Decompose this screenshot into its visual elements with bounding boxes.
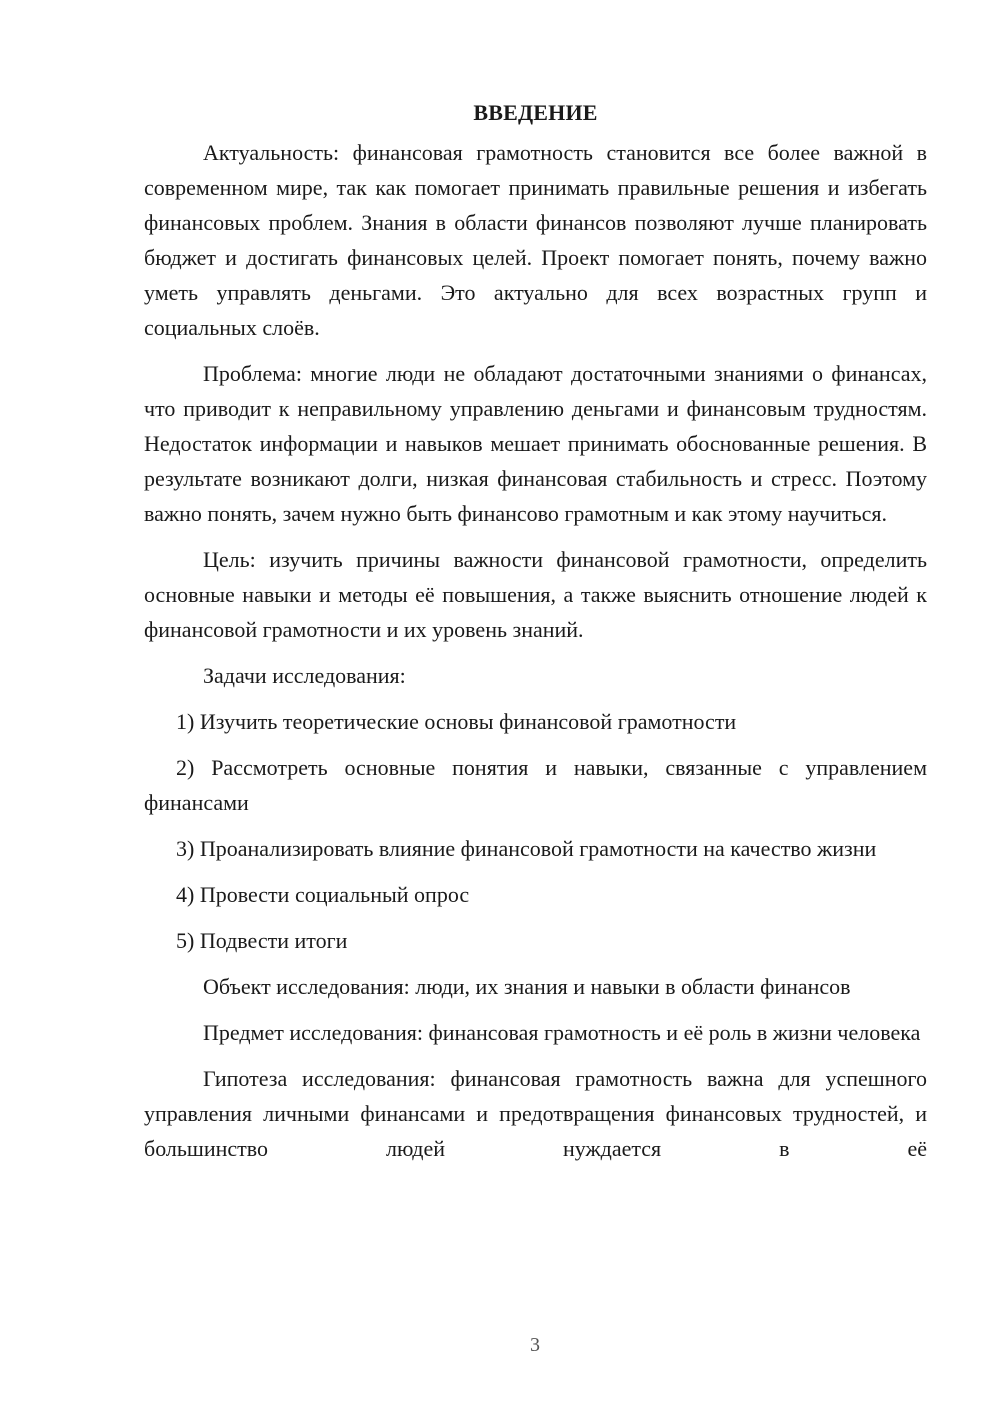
- object-paragraph: Объект исследования: люди, их знания и навыки в области финансов: [203, 974, 851, 999]
- page-number: 3: [530, 1334, 540, 1356]
- problem-paragraph: Проблема: многие люди не обладают достаточными знаниями о финансах, что приводит к неправильному управлению деньгами и финансовым трудностям. Недостаток информации и навыков мешает принимать обоснованные решения. В результате возникают долги, низкая финансовая стабильность и стресс. Поэтому важно понять, зачем нужно быть финансово грамотным и как этому научиться.: [144, 361, 927, 526]
- page-body: [144, 95, 927, 1177]
- goal-paragraph: Цель: изучить причины важности финансовой грамотности, определить основные навыки и методы её повышения, а также выяснить отношение людей к финансовой грамотности и их уровень знаний.: [144, 547, 927, 642]
- page-title: ВВЕДЕНИЕ: [473, 100, 598, 125]
- task-item-1: 1) Изучить теоретические основы финансовой грамотности: [176, 709, 737, 734]
- task-item-5: 5) Подвести итоги: [176, 928, 348, 953]
- relevance-paragraph: Актуальность: финансовая грамотность становится все более важной в современном мире, так как помогает принимать правильные решения и избегать финансовых проблем. Знания в области финансов позволяют лучше планировать бюджет и достигать финансовых целей. Проект помогает понять, почему важно уметь управлять деньгами. Это актуально для всех возрастных групп и социальных слоёв.: [144, 140, 927, 340]
- task-item-4: 4) Провести социальный опрос: [176, 882, 470, 907]
- tasks-heading: Задачи исследования:: [203, 663, 406, 688]
- hypothesis-paragraph: Гипотеза исследования: финансовая грамотность важна для успешного управления личными финансами и предотвращения финансовых трудностей, и большинство людей нуждается в её: [144, 1066, 927, 1161]
- task-item-2: 2) Рассмотреть основные понятия и навыки, связанные с управлением финансами: [144, 755, 927, 815]
- subject-paragraph: Предмет исследования: финансовая грамотность и её роль в жизни человека: [203, 1020, 921, 1045]
- task-item-3: 3) Проанализировать влияние финансовой грамотности на качество жизни: [176, 836, 877, 861]
